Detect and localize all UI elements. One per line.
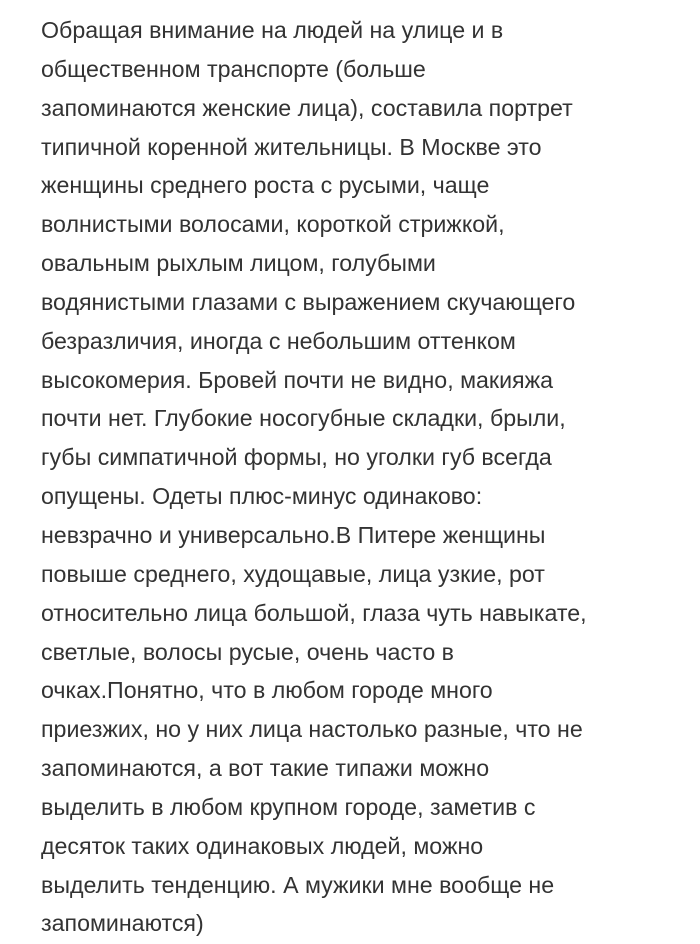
post-text: Обращая внимание на людей на улице и в общественном транспорте (больше запоминаются женские лица), составила портрет типичной коренной жительницы. В Москве это женщины среднего роста с русыми, чаще волнистыми волосами, короткой стрижкой, овальным рыхлым лицом, голубыми водянистыми глазами с выражением скучающего безразличия, иногда с небольшим оттенком высокомерия. Бровей почти не видно, макияжа почти нет. Глубокие носогубные складки, брыли, губы симпатичной формы, но уголки губ всегда опущены. Одеты плюс-минус одинаково: невзрачно и универсально.В Питере женщины повыше среднего, худощавые, лица узкие, рот относительно лица большой, глаза чуть навыкате, светлые, волосы русые, очень часто в очках.Понятно, что в любом городе много приезжих, но у них лица настолько разные, что не запоминаются, а вот такие типажи можно выделить в любом крупном городе, заметив с десяток таких одинаковых людей, можно выделить тенденцию. А мужики мне вообще не запоминаются) [41,17,587,937]
